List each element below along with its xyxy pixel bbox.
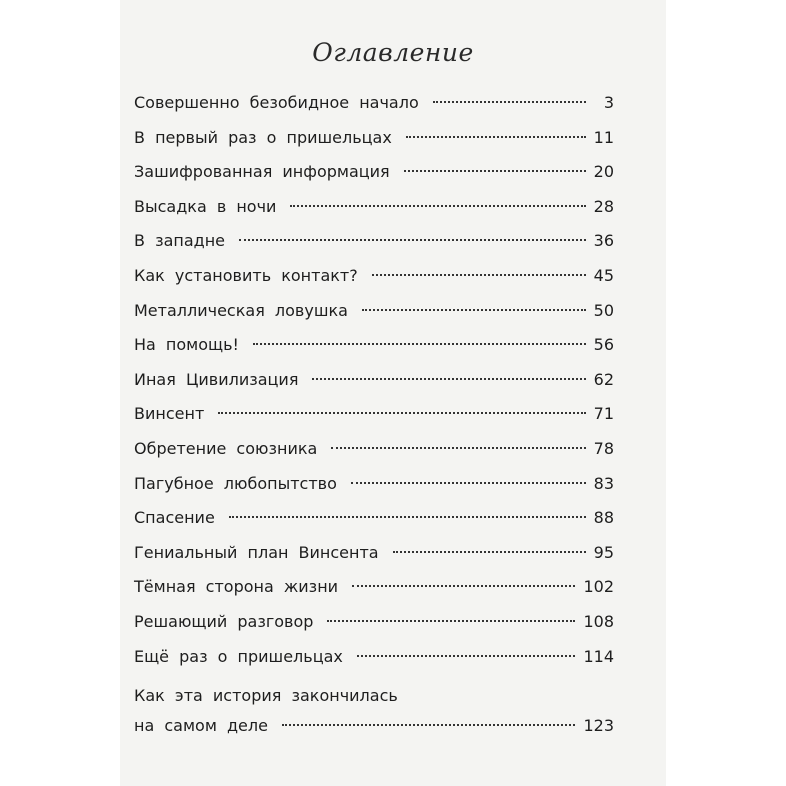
entry-page-number: 28 — [593, 196, 614, 216]
dot-leader — [406, 136, 586, 138]
toc-entry[interactable] — [134, 570, 614, 605]
entry-title: Зашифрованная информация — [134, 162, 390, 182]
dot-leader — [433, 101, 586, 103]
toc-entry[interactable] — [134, 536, 614, 571]
toc-entry[interactable] — [134, 190, 614, 225]
entry-title: Гениальный план Винсента — [134, 542, 379, 562]
table-of-contents — [134, 86, 614, 741]
entry-title: В западне — [134, 231, 226, 251]
entry-page-number: 78 — [593, 438, 614, 458]
entry-title-line1: Как эта история закончилась — [134, 686, 398, 706]
entry-page-number: 62 — [593, 369, 614, 389]
dot-leader — [331, 447, 585, 449]
entry-page-number: 95 — [593, 542, 614, 562]
entry-title: Обретение союзника — [134, 438, 318, 458]
toc-entry[interactable] — [134, 432, 614, 467]
dot-leader — [327, 620, 575, 622]
toc-entry[interactable] — [134, 224, 614, 259]
entry-title-line2: на самом деле — [134, 716, 268, 736]
entry-page-number: 83 — [593, 473, 614, 493]
entry-title: Металлическая ловушка — [134, 300, 348, 320]
toc-entry[interactable] — [134, 328, 614, 363]
entry-title: Тёмная сторона жизни — [134, 577, 339, 597]
entry-page-number: 50 — [593, 300, 614, 320]
toc-entry[interactable] — [134, 501, 614, 536]
toc-entry[interactable] — [134, 294, 614, 329]
toc-entry[interactable] — [134, 363, 614, 398]
dot-leader — [362, 309, 586, 311]
book-page — [120, 0, 666, 786]
entry-page-number: 20 — [593, 162, 614, 182]
entry-title: На помощь! — [134, 335, 239, 355]
entry-page-number: 11 — [593, 127, 614, 147]
entry-title: Спасение — [134, 508, 215, 528]
toc-entry[interactable] — [134, 605, 614, 640]
dot-leader — [372, 274, 586, 276]
entry-page-number: 114 — [583, 646, 614, 666]
entry-page-number: 56 — [593, 335, 614, 355]
entry-title: Ещё раз о пришельцах — [134, 646, 343, 666]
toc-entry[interactable] — [134, 155, 614, 190]
entry-page-number: 45 — [593, 265, 614, 285]
toc-entry[interactable] — [134, 121, 614, 156]
entry-page-number: 71 — [593, 404, 614, 424]
toc-heading: Оглавление — [312, 38, 474, 67]
entry-page-number: 88 — [593, 508, 614, 528]
dot-leader — [282, 724, 576, 726]
toc-entry[interactable] — [134, 86, 614, 121]
toc-entry-last[interactable] — [134, 674, 614, 741]
entry-title: Совершенно безобидное начало — [134, 93, 419, 112]
dot-leader — [352, 585, 575, 587]
entry-title: Пагубное любопытство — [134, 473, 337, 493]
entry-page-number: 36 — [593, 231, 614, 251]
dot-leader — [357, 655, 576, 657]
toc-entry[interactable] — [134, 640, 614, 675]
entry-title: В первый раз о пришельцах — [134, 127, 392, 147]
dot-leader — [312, 378, 585, 380]
dot-leader — [404, 170, 586, 172]
entry-page-number: 108 — [583, 611, 614, 631]
dot-leader — [290, 205, 585, 207]
dot-leader — [253, 343, 586, 345]
entry-title: Как установить контакт? — [134, 265, 358, 285]
dot-leader — [218, 412, 585, 414]
entry-title: Иная Цивилизация — [134, 369, 299, 389]
entry-title: Решающий разговор — [134, 611, 314, 631]
entry-page-number: 3 — [603, 93, 614, 112]
dot-leader — [229, 516, 586, 518]
toc-entry[interactable] — [134, 467, 614, 502]
dot-leader — [351, 482, 586, 484]
entry-title: Высадка в ночи — [134, 196, 277, 216]
dot-leader — [239, 239, 586, 241]
toc-entry[interactable] — [134, 397, 614, 432]
dot-leader — [393, 551, 586, 553]
entry-page-number: 123 — [583, 716, 614, 736]
entry-page-number: 102 — [583, 577, 614, 597]
entry-title: Винсент — [134, 404, 205, 424]
toc-entry[interactable] — [134, 259, 614, 294]
